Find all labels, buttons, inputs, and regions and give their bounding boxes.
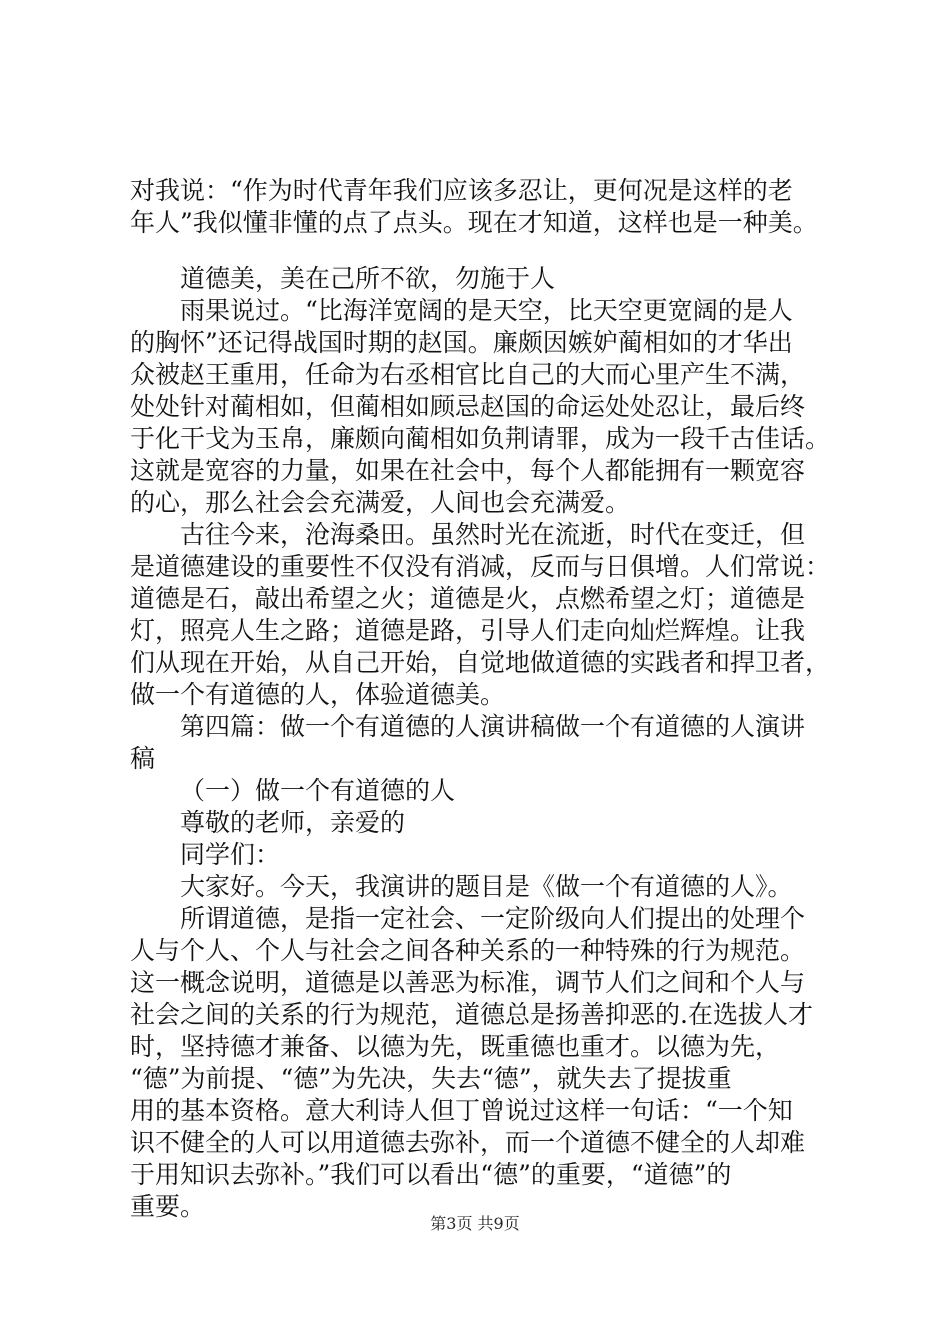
body-line: 对我说：“作为时代青年我们应该多忍让，更何况是这样的老: [130, 176, 793, 205]
body-line: 的心，那么社会会充满爱，人间也会充满爱。: [130, 488, 631, 517]
subsection-heading: （一）做一个有道德的人: [180, 776, 456, 805]
section-heading: 道德美，美在己所不欲，勿施于人: [180, 264, 556, 293]
page-footer: [0, 1214, 950, 1234]
body-line: 用的基本资格。意大利诗人但丁曾说过这样一句话：“一个知: [130, 1096, 793, 1125]
body-line: 们从现在开始，从自己开始，自觉地做道德的实践者和捍卫者，: [130, 648, 830, 677]
body-line: 古往今来，沧海桑田。虽然时光在流逝，时代在变迁，但: [180, 520, 806, 549]
body-line: 雨果说过。“比海洋宽阔的是天空，比天空更宽阔的是人: [180, 296, 793, 325]
body-line: “德”为前提、“德”为先决，失去“德”，就失去了提拔重: [130, 1064, 732, 1093]
body-line: 于化干戈为玉帛，廉颇向蔺相如负荆请罪，成为一段千古佳话。: [130, 424, 830, 453]
body-line: 这一概念说明，道德是以善恶为标准，调节人们之间和个人与: [130, 968, 806, 997]
body-line: 是道德建设的重要性不仅没有消减，反而与日俱增。人们常说：: [130, 552, 830, 581]
document-body: [130, 175, 830, 1223]
body-line: 重要。: [130, 1192, 206, 1221]
page-number-label: 第3页 共9页: [430, 1214, 520, 1233]
body-line: 这就是宽容的力量，如果在社会中，每个人都能拥有一颗宽容: [130, 456, 806, 485]
body-line: 大家好。今天，我演讲的题目是《做一个有道德的人》。: [180, 872, 793, 901]
paragraph-gap: [130, 239, 830, 263]
salutation-line: 同学们：: [180, 840, 281, 869]
body-line: 时，坚持德才兼备、以德为先，既重德也重才。以德为先，: [130, 1032, 781, 1061]
body-line: 处处针对蔺相如，但蔺相如顾忌赵国的命运处处忍让，最后终: [130, 392, 806, 421]
body-line: 道德是石，敲出希望之火；道德是火，点燃希望之灯；道德是: [130, 584, 806, 613]
chapter-title: 第四篇：做一个有道德的人演讲稿做一个有道德的人演讲: [180, 712, 806, 741]
body-line: 所谓道德，是指一定社会、一定阶级向人们提出的处理个: [180, 904, 806, 933]
body-line: 做一个有道德的人，体验道德美。: [130, 680, 506, 709]
body-line: 于用知识去弥补。”我们可以看出“德”的重要，“道德”的: [130, 1160, 732, 1189]
body-line: 年人”我似懂非懂的点了点头。现在才知道，这样也是一种美。: [130, 208, 818, 237]
body-line: 灯，照亮人生之路；道德是路，引导人们走向灿烂辉煌。让我: [130, 616, 806, 645]
body-line: 识不健全的人可以用道德去弥补，而一个道德不健全的人却难: [130, 1128, 806, 1157]
body-line: 社会之间的关系的行为规范，道德总是扬善抑恶的.在选拔人才: [130, 1000, 813, 1029]
salutation-line: 尊敬的老师，亲爱的: [180, 808, 406, 837]
body-line: 的胸怀”还记得战国时期的赵国。廉颇因嫉妒蔺相如的才华出: [130, 328, 793, 357]
body-line: 人与个人、个人与社会之间各种关系的一种特殊的行为规范。: [130, 936, 806, 965]
body-line: 众被赵王重用，任命为右丞相官比自己的大而心里产生不满，: [130, 360, 806, 389]
chapter-title-continued: 稿: [130, 744, 156, 773]
